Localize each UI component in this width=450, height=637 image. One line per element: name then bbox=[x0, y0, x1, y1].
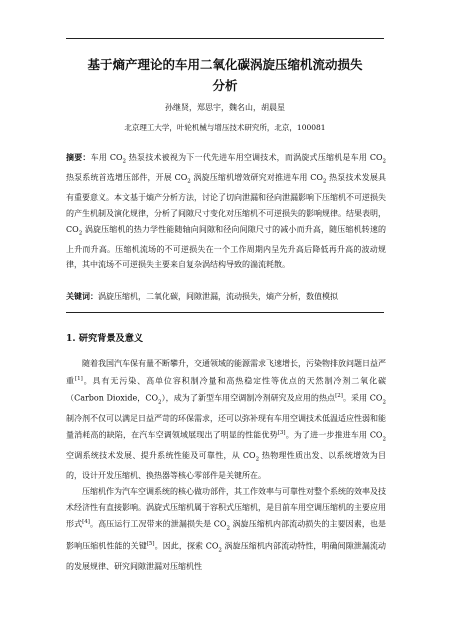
paragraph bbox=[66, 356, 386, 484]
body-span: 空调系统技术发展、提升系统性能及可靠性，从 CO bbox=[66, 451, 256, 461]
body-span: 压缩机作为汽车空调系统的核心做功部件，其工作效率与可靠性对整个系统的效率及技术经济性有直接影响。涡旋式压缩机属于容积式压缩机，是目前车用空调压缩机的主要应用形式 bbox=[66, 486, 386, 529]
abstract-label: 摘要： bbox=[66, 152, 91, 162]
subscript: 2 bbox=[122, 158, 127, 165]
citation: [4] bbox=[82, 519, 90, 526]
subscript: 2 bbox=[158, 399, 162, 406]
citation: [1] bbox=[74, 375, 83, 382]
subscript: 2 bbox=[187, 178, 191, 185]
citation: [3] bbox=[277, 430, 286, 437]
body-span: 。高压运行工况带来的泄漏损失是 CO bbox=[89, 519, 227, 529]
top-rule bbox=[66, 38, 384, 39]
abstract-text: 热泵技术发展具有重要意义。本文基于熵产分析方法，讨论了切向泄漏和径向泄漏影响下压缩机不可逆损失的产生机制及演化规律，分析了间隙尺寸变化对压缩机不可逆损失的影响规律。结果表明，CO bbox=[66, 173, 386, 234]
body-span: ），成为了新型车用空调制冷剂研究及应用的热点 bbox=[161, 393, 336, 403]
paragraph bbox=[66, 484, 386, 574]
subscript: 2 bbox=[322, 178, 327, 185]
subscript: 2 bbox=[255, 456, 260, 463]
body-span: 制冷剂不仅可以满足日益严苛的环保需求，还可以弥补现有车用空调技术低温适应性弱和能量消耗高的缺陷，在汽车空调领域展现出了明显的性能优势 bbox=[66, 413, 386, 440]
body-span: 。因此，探索 CO bbox=[154, 541, 219, 551]
title-line-1: 基于熵产理论的车用二氧化碳涡旋压缩机流动损失 bbox=[87, 57, 363, 72]
section-heading: 1. 研究背景及意义 bbox=[66, 333, 144, 344]
affiliation: 北京理工大学，叶轮机械与增压技术研究所，北京，100081 bbox=[124, 123, 326, 132]
body-span: 随着我国汽车保有量不断攀升，交通领域的能源需求飞速增长，污染物排放问题日益严重 bbox=[66, 359, 386, 386]
subscript: 2 bbox=[382, 158, 386, 165]
abstract bbox=[66, 150, 386, 273]
paper-title bbox=[50, 54, 400, 96]
keywords bbox=[66, 291, 386, 302]
keywords-text: 涡旋压缩机，二氧化碳，间隙泄漏，流动损失，熵产分析，数值模拟 bbox=[98, 292, 338, 301]
abstract-text: 涡旋压缩机的热力学性能随轴向间隙和径向间隙尺寸的减小而升高，随压缩机转速的上升而升高。压缩机流场的不可逆损失在一个工作周期内呈先升高后降低再升高的波动规律，其中流场不可逆损失主要来自复杂涡结构导致的湍流耗散。 bbox=[66, 224, 386, 270]
section-rule bbox=[66, 312, 384, 313]
subscript: 2 bbox=[382, 399, 386, 406]
body-span: 涡旋压缩机内部流动特性，明确间隙泄漏流动的发展规律、研究间隙泄漏对压缩机性 bbox=[66, 541, 387, 571]
body-span: 。为了进一步推进车用 CO bbox=[285, 430, 383, 440]
subscript: 2 bbox=[382, 436, 386, 443]
body-text bbox=[66, 356, 386, 574]
subscript: 2 bbox=[226, 525, 230, 532]
abstract-text: 热泵系统首选增压部件，开展 CO bbox=[66, 173, 188, 183]
subscript: 2 bbox=[78, 230, 83, 237]
body-span: 热物理性质出发、以系统增效为目的，设计开发压缩机、换热器等核心零部件是关键所在。 bbox=[66, 451, 386, 481]
abstract-text: 热泵技术被视为下一代先进车用空调技术，而涡旋式压缩机是车用 CO bbox=[126, 153, 383, 162]
body-span: 。采用 CO bbox=[342, 393, 383, 403]
citation: [5] bbox=[146, 540, 155, 547]
citation: [2] bbox=[335, 392, 343, 399]
abstract-text: 涡旋压缩机增效研究对推进车用 CO bbox=[190, 173, 323, 183]
body-span: 。具有无污染、高单位容积制冷量和高热稳定性等优点的天然制冷剂二氧化碳（Carbon Dioxide，CO bbox=[66, 376, 386, 403]
subscript: 2 bbox=[218, 547, 222, 554]
body-span: 涡旋压缩机内部流动损失的主要因素，也是影响压缩机性能的关键 bbox=[66, 519, 386, 551]
title-line-2: 分析 bbox=[212, 78, 238, 93]
keywords-label: 关键词： bbox=[66, 291, 98, 301]
abstract-text: 车用 CO bbox=[90, 153, 123, 162]
authors: 孙继贤，郑思宇，魏名山，胡晨星 bbox=[165, 103, 285, 112]
